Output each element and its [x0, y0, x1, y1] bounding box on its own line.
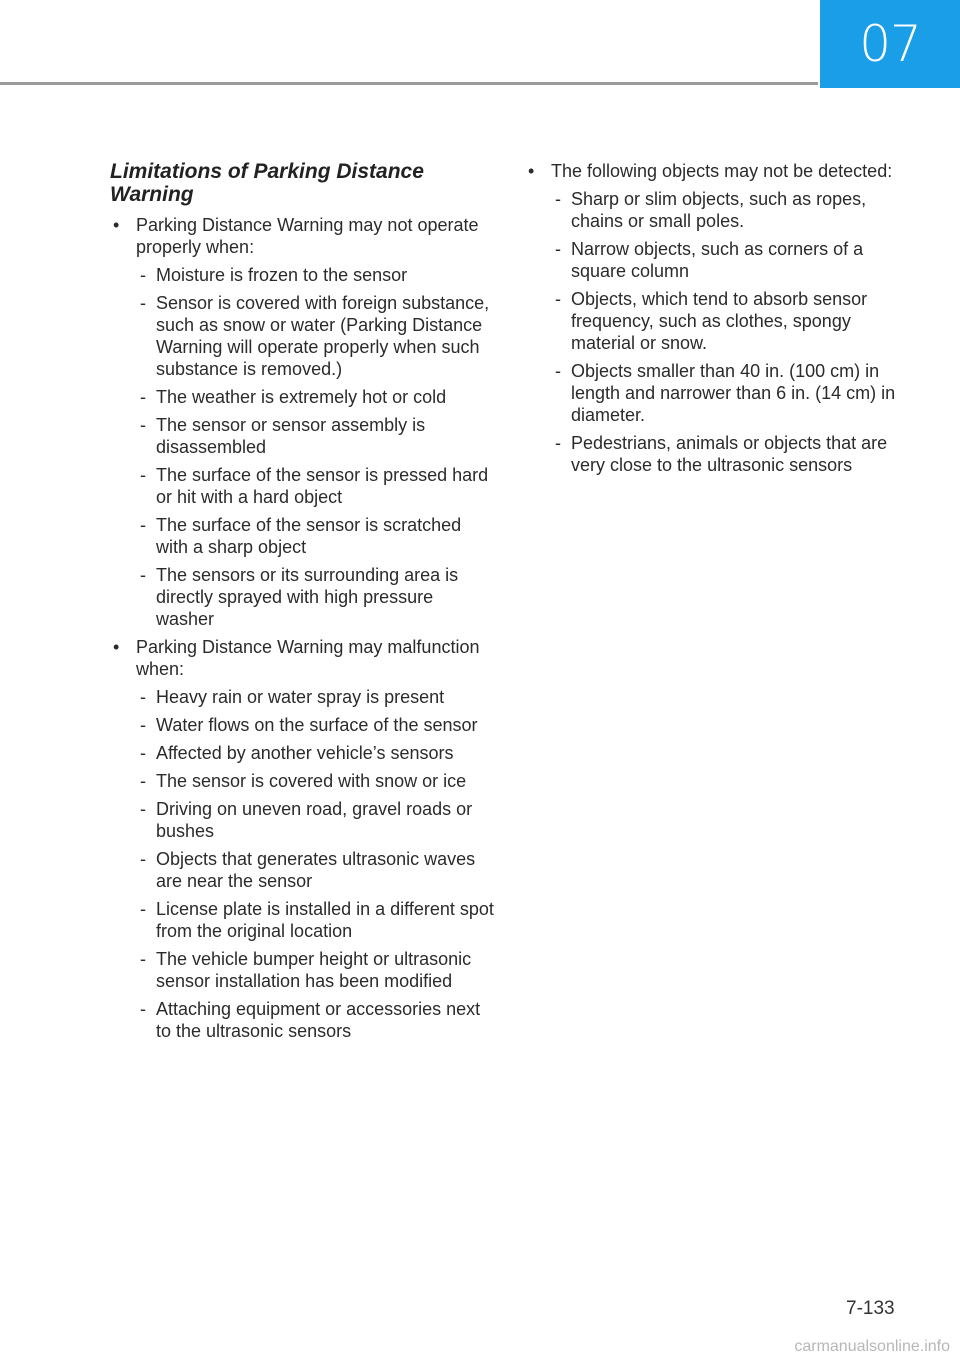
- watermark: carmanualsonline.info: [794, 1338, 950, 1355]
- object-list: [551, 188, 910, 476]
- list-item: - Objects smaller than 40 in. (100 cm) in length and narrower than 6 in. (14 cm) in diameter.: [551, 360, 910, 426]
- list-item: - The surface of the sensor is scratched with a sharp object: [136, 514, 495, 558]
- list-item: - Sensor is covered with foreign substance, such as snow or water (Parking Distance Warning will operate properly when such substance is removed.): [136, 292, 495, 380]
- list-item: - The surface of the sensor is pressed hard or hit with a hard object: [136, 464, 495, 508]
- section-title: Limitations of Parking Distance Warning: [110, 160, 424, 206]
- bullet-text: Parking Distance Warning may malfunction when:: [136, 637, 480, 679]
- bullet-text: The following objects may not be detected:: [551, 161, 893, 181]
- list-item: - Water flows on the surface of the sensor: [136, 714, 495, 736]
- list-item: - License plate is installed in a different spot from the original location: [136, 898, 495, 942]
- list-item: - Affected by another vehicle’s sensors: [136, 742, 495, 764]
- list-item: - The vehicle bumper height or ultrasonic sensor installation has been modified: [136, 948, 495, 992]
- list-item: - The sensors or its surrounding area is directly sprayed with high pressure washer: [136, 564, 495, 630]
- header-rule: [0, 82, 818, 85]
- list-item: - The weather is extremely hot or cold: [136, 386, 495, 408]
- list-item: - Heavy rain or water spray is present: [136, 686, 495, 708]
- chapter-tab: 07: [820, 0, 960, 88]
- list-item: - Objects, which tend to absorb sensor frequency, such as clothes, spongy material or snow.: [551, 288, 910, 354]
- list-item: - Objects that generates ultrasonic waves are near the sensor: [136, 848, 495, 892]
- left-column: [110, 160, 495, 1048]
- right-column: [525, 160, 910, 482]
- bullet-text: Parking Distance Warning may not operate properly when:: [136, 215, 479, 257]
- list-item: - Pedestrians, animals or objects that are very close to the ultrasonic sensors: [551, 432, 910, 476]
- list-item: - Moisture is frozen to the sensor: [136, 264, 495, 286]
- bullet-malfunction: [110, 636, 495, 1042]
- bullet-not-detected: [525, 160, 910, 476]
- left-bullet-list: [110, 214, 495, 1042]
- list-item: - The sensor or sensor assembly is disassembled: [136, 414, 495, 458]
- condition-list: [136, 686, 495, 1042]
- bullet-operate-properly: [110, 214, 495, 630]
- page-number: 7-133: [846, 1298, 895, 1319]
- condition-list: [136, 264, 495, 630]
- right-bullet-list: [525, 160, 910, 476]
- list-item: - Attaching equipment or accessories next to the ultrasonic sensors: [136, 998, 495, 1042]
- list-item: - Sharp or slim objects, such as ropes, chains or small poles.: [551, 188, 910, 232]
- list-item: - The sensor is covered with snow or ice: [136, 770, 495, 792]
- list-item: - Driving on uneven road, gravel roads or bushes: [136, 798, 495, 842]
- list-item: - Narrow objects, such as corners of a square column: [551, 238, 910, 282]
